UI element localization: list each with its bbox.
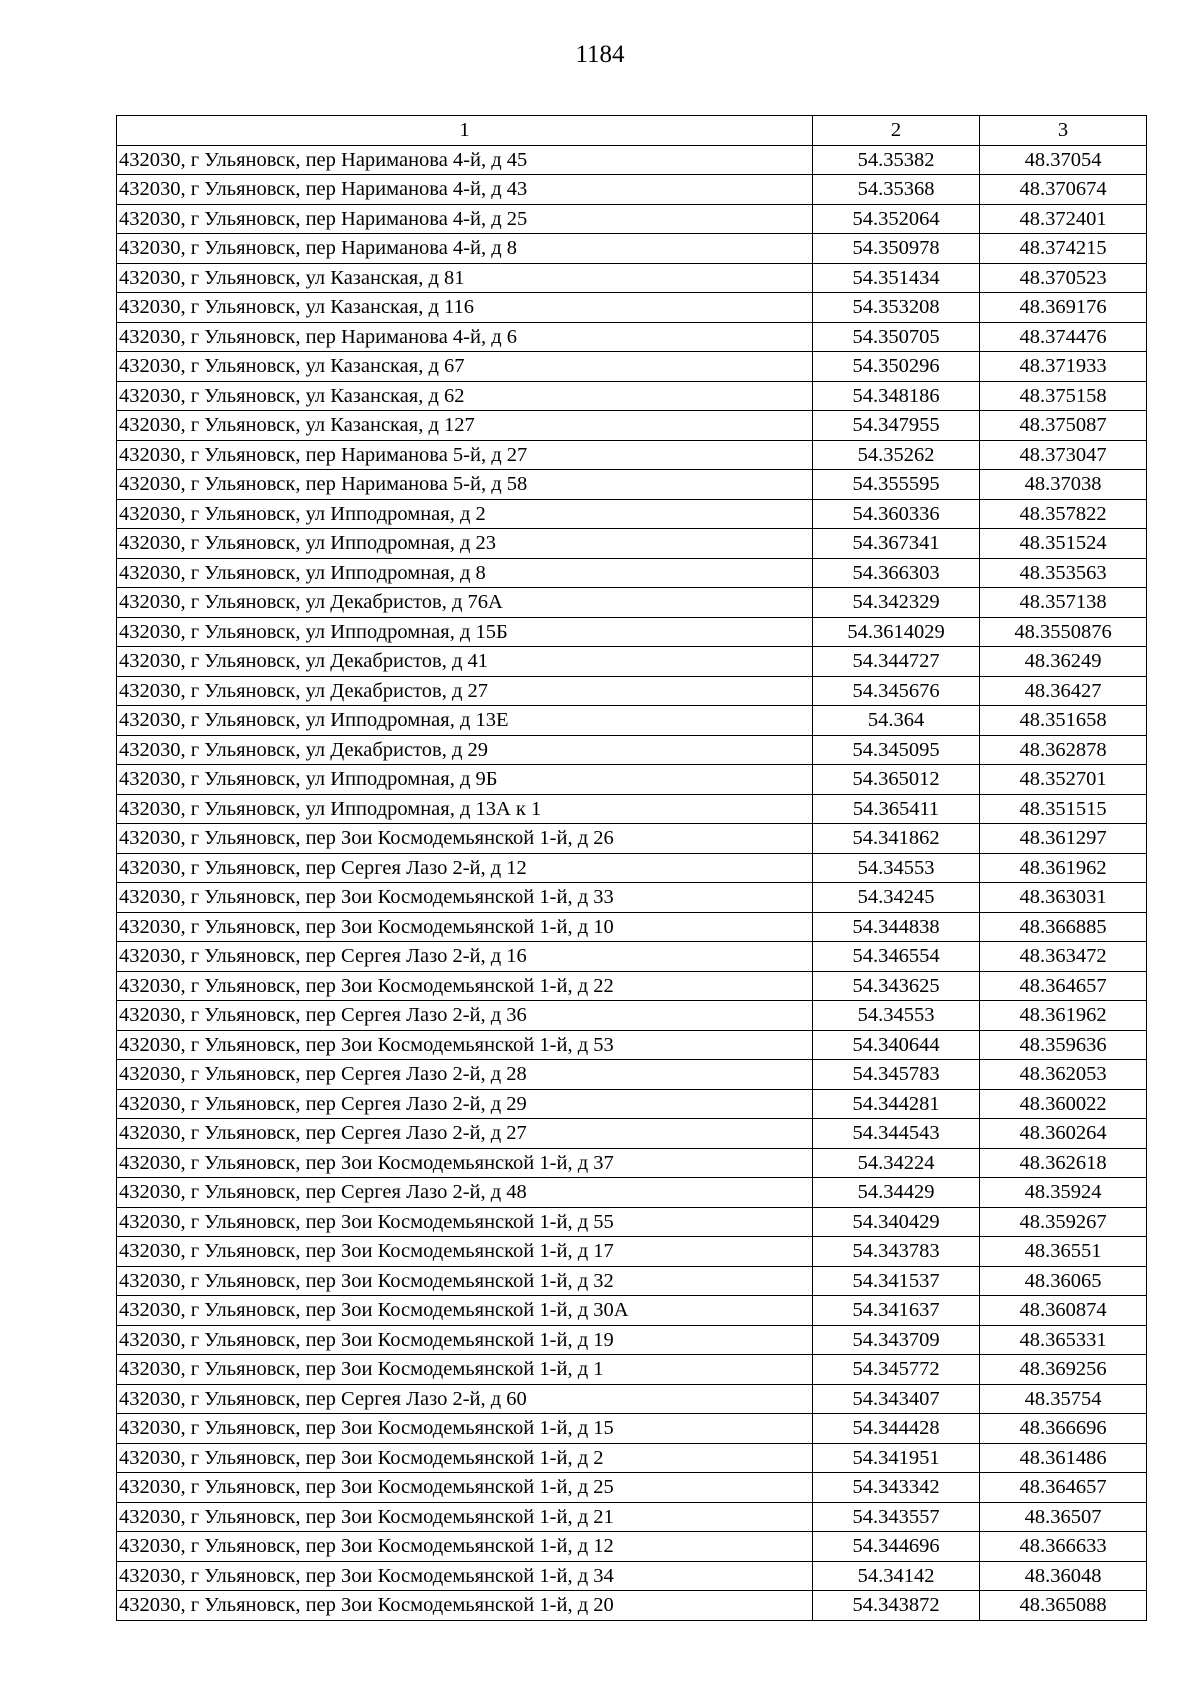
- longitude-cell: 48.3550876: [980, 617, 1147, 647]
- table-row: [117, 942, 1147, 972]
- table-row: [117, 470, 1147, 500]
- longitude-cell: 48.366885: [980, 912, 1147, 942]
- table-row: [117, 175, 1147, 205]
- longitude-cell: 48.375158: [980, 381, 1147, 411]
- latitude-cell: 54.366303: [813, 558, 980, 588]
- table-row: [117, 735, 1147, 765]
- latitude-cell: 54.345095: [813, 735, 980, 765]
- table-row: [117, 1414, 1147, 1444]
- address-cell: 432030, г Ульяновск, ул Ипподромная, д 13А к 1: [117, 794, 813, 824]
- latitude-cell: 54.344428: [813, 1414, 980, 1444]
- latitude-cell: 54.34245: [813, 883, 980, 913]
- latitude-cell: 54.341862: [813, 824, 980, 854]
- address-cell: 432030, г Ульяновск, ул Казанская, д 81: [117, 263, 813, 293]
- latitude-cell: 54.3614029: [813, 617, 980, 647]
- longitude-cell: 48.357138: [980, 588, 1147, 618]
- address-cell: 432030, г Ульяновск, пер Сергея Лазо 2-й, д 28: [117, 1060, 813, 1090]
- latitude-cell: 54.341537: [813, 1266, 980, 1296]
- latitude-cell: 54.360336: [813, 499, 980, 529]
- table-row: [117, 647, 1147, 677]
- address-cell: 432030, г Ульяновск, пер Зои Космодемьянской 1-й, д 19: [117, 1325, 813, 1355]
- address-cell: 432030, г Ульяновск, пер Зои Космодемьянской 1-й, д 1: [117, 1355, 813, 1385]
- longitude-cell: 48.362618: [980, 1148, 1147, 1178]
- longitude-cell: 48.351658: [980, 706, 1147, 736]
- longitude-cell: 48.375087: [980, 411, 1147, 441]
- latitude-cell: 54.35382: [813, 145, 980, 175]
- address-cell: 432030, г Ульяновск, пер Нариманова 4-й, д 25: [117, 204, 813, 234]
- latitude-cell: 54.350978: [813, 234, 980, 264]
- table-row: [117, 1237, 1147, 1267]
- address-cell: 432030, г Ульяновск, пер Сергея Лазо 2-й, д 12: [117, 853, 813, 883]
- table-row: [117, 352, 1147, 382]
- address-cell: 432030, г Ульяновск, пер Сергея Лазо 2-й, д 60: [117, 1384, 813, 1414]
- table-row: [117, 529, 1147, 559]
- table-row: [117, 1119, 1147, 1149]
- table-row: [117, 1001, 1147, 1031]
- address-cell: 432030, г Ульяновск, пер Зои Космодемьянской 1-й, д 17: [117, 1237, 813, 1267]
- longitude-cell: 48.373047: [980, 440, 1147, 470]
- latitude-cell: 54.34553: [813, 1001, 980, 1031]
- longitude-cell: 48.369176: [980, 293, 1147, 323]
- address-cell: 432030, г Ульяновск, пер Зои Космодемьянской 1-й, д 15: [117, 1414, 813, 1444]
- address-cell: 432030, г Ульяновск, пер Нариманова 4-й, д 45: [117, 145, 813, 175]
- table-row: [117, 411, 1147, 441]
- address-cell: 432030, г Ульяновск, пер Нариманова 5-й, д 27: [117, 440, 813, 470]
- latitude-cell: 54.350296: [813, 352, 980, 382]
- address-cell: 432030, г Ульяновск, ул Ипподромная, д 23: [117, 529, 813, 559]
- address-cell: 432030, г Ульяновск, пер Сергея Лазо 2-й, д 27: [117, 1119, 813, 1149]
- longitude-cell: 48.37054: [980, 145, 1147, 175]
- longitude-cell: 48.363031: [980, 883, 1147, 913]
- latitude-cell: 54.343407: [813, 1384, 980, 1414]
- table-row: [117, 1561, 1147, 1591]
- address-cell: 432030, г Ульяновск, ул Ипподромная, д 2: [117, 499, 813, 529]
- address-cell: 432030, г Ульяновск, ул Казанская, д 127: [117, 411, 813, 441]
- latitude-cell: 54.35368: [813, 175, 980, 205]
- address-cell: 432030, г Ульяновск, пер Зои Космодемьянской 1-й, д 10: [117, 912, 813, 942]
- longitude-cell: 48.35754: [980, 1384, 1147, 1414]
- latitude-cell: 54.343557: [813, 1502, 980, 1532]
- address-cell: 432030, г Ульяновск, пер Нариманова 4-й, д 43: [117, 175, 813, 205]
- latitude-cell: 54.340644: [813, 1030, 980, 1060]
- table-row: [117, 1148, 1147, 1178]
- address-cell: 432030, г Ульяновск, пер Зои Космодемьянской 1-й, д 26: [117, 824, 813, 854]
- longitude-cell: 48.361962: [980, 1001, 1147, 1031]
- latitude-cell: 54.364: [813, 706, 980, 736]
- address-coordinates-table: [116, 115, 1147, 1621]
- table-row: [117, 824, 1147, 854]
- table-row: [117, 912, 1147, 942]
- longitude-cell: 48.353563: [980, 558, 1147, 588]
- address-cell: 432030, г Ульяновск, ул Декабристов, д 27: [117, 676, 813, 706]
- longitude-cell: 48.365088: [980, 1591, 1147, 1621]
- latitude-cell: 54.34553: [813, 853, 980, 883]
- latitude-cell: 54.365012: [813, 765, 980, 795]
- longitude-cell: 48.351515: [980, 794, 1147, 824]
- table-row: [117, 263, 1147, 293]
- address-cell: 432030, г Ульяновск, ул Ипподромная, д 15Б: [117, 617, 813, 647]
- table-row: [117, 1325, 1147, 1355]
- table-row: [117, 971, 1147, 1001]
- latitude-cell: 54.343625: [813, 971, 980, 1001]
- table-body: [117, 145, 1147, 1620]
- address-cell: 432030, г Ульяновск, пер Зои Космодемьянской 1-й, д 2: [117, 1443, 813, 1473]
- address-cell: 432030, г Ульяновск, пер Нариманова 4-й, д 6: [117, 322, 813, 352]
- latitude-cell: 54.340429: [813, 1207, 980, 1237]
- latitude-cell: 54.355595: [813, 470, 980, 500]
- latitude-cell: 54.347955: [813, 411, 980, 441]
- longitude-cell: 48.361962: [980, 853, 1147, 883]
- longitude-cell: 48.363472: [980, 942, 1147, 972]
- longitude-cell: 48.36427: [980, 676, 1147, 706]
- latitude-cell: 54.343783: [813, 1237, 980, 1267]
- latitude-cell: 54.344696: [813, 1532, 980, 1562]
- table-row: [117, 1591, 1147, 1621]
- table-row: [117, 440, 1147, 470]
- longitude-cell: 48.364657: [980, 1473, 1147, 1503]
- table-row: [117, 588, 1147, 618]
- longitude-cell: 48.36551: [980, 1237, 1147, 1267]
- latitude-cell: 54.343709: [813, 1325, 980, 1355]
- latitude-cell: 54.352064: [813, 204, 980, 234]
- latitude-cell: 54.350705: [813, 322, 980, 352]
- latitude-cell: 54.344838: [813, 912, 980, 942]
- table-row: [117, 853, 1147, 883]
- latitude-cell: 54.35262: [813, 440, 980, 470]
- address-cell: 432030, г Ульяновск, пер Нариманова 5-й, д 58: [117, 470, 813, 500]
- table-row: [117, 883, 1147, 913]
- address-cell: 432030, г Ульяновск, ул Ипподромная, д 8: [117, 558, 813, 588]
- longitude-cell: 48.370523: [980, 263, 1147, 293]
- longitude-cell: 48.361297: [980, 824, 1147, 854]
- table-row: [117, 1384, 1147, 1414]
- table-row: [117, 1296, 1147, 1326]
- address-cell: 432030, г Ульяновск, ул Казанская, д 67: [117, 352, 813, 382]
- address-cell: 432030, г Ульяновск, пер Зои Космодемьянской 1-й, д 20: [117, 1591, 813, 1621]
- address-cell: 432030, г Ульяновск, ул Казанская, д 116: [117, 293, 813, 323]
- latitude-cell: 54.341637: [813, 1296, 980, 1326]
- column-header-2: 2: [813, 116, 980, 146]
- column-header-3: 3: [980, 116, 1147, 146]
- latitude-cell: 54.34142: [813, 1561, 980, 1591]
- longitude-cell: 48.361486: [980, 1443, 1147, 1473]
- address-cell: 432030, г Ульяновск, ул Декабристов, д 41: [117, 647, 813, 677]
- address-cell: 432030, г Ульяновск, пер Сергея Лазо 2-й, д 48: [117, 1178, 813, 1208]
- table-row: [117, 765, 1147, 795]
- table-row: [117, 1060, 1147, 1090]
- table-row: [117, 1502, 1147, 1532]
- longitude-cell: 48.374476: [980, 322, 1147, 352]
- latitude-cell: 54.342329: [813, 588, 980, 618]
- page-number: 1184: [575, 41, 625, 68]
- address-cell: 432030, г Ульяновск, ул Казанская, д 62: [117, 381, 813, 411]
- longitude-cell: 48.36065: [980, 1266, 1147, 1296]
- longitude-cell: 48.362053: [980, 1060, 1147, 1090]
- table-row: [117, 1089, 1147, 1119]
- address-cell: 432030, г Ульяновск, ул Декабристов, д 29: [117, 735, 813, 765]
- table-row: [117, 499, 1147, 529]
- address-cell: 432030, г Ульяновск, пер Зои Космодемьянской 1-й, д 30А: [117, 1296, 813, 1326]
- latitude-cell: 54.344727: [813, 647, 980, 677]
- latitude-cell: 54.345676: [813, 676, 980, 706]
- longitude-cell: 48.351524: [980, 529, 1147, 559]
- address-cell: 432030, г Ульяновск, пер Нариманова 4-й, д 8: [117, 234, 813, 264]
- address-cell: 432030, г Ульяновск, пер Зои Космодемьянской 1-й, д 12: [117, 1532, 813, 1562]
- address-cell: 432030, г Ульяновск, пер Зои Космодемьянской 1-й, д 33: [117, 883, 813, 913]
- latitude-cell: 54.344281: [813, 1089, 980, 1119]
- table-row: [117, 558, 1147, 588]
- latitude-cell: 54.346554: [813, 942, 980, 972]
- latitude-cell: 54.341951: [813, 1443, 980, 1473]
- longitude-cell: 48.362878: [980, 735, 1147, 765]
- table-row: [117, 617, 1147, 647]
- address-cell: 432030, г Ульяновск, ул Ипподромная, д 13Е: [117, 706, 813, 736]
- address-cell: 432030, г Ульяновск, пер Зои Космодемьянской 1-й, д 34: [117, 1561, 813, 1591]
- table-row: [117, 1030, 1147, 1060]
- latitude-cell: 54.343872: [813, 1591, 980, 1621]
- longitude-cell: 48.371933: [980, 352, 1147, 382]
- longitude-cell: 48.366696: [980, 1414, 1147, 1444]
- latitude-cell: 54.367341: [813, 529, 980, 559]
- address-cell: 432030, г Ульяновск, ул Декабристов, д 76А: [117, 588, 813, 618]
- table-header-row: [117, 116, 1147, 146]
- table-row: [117, 293, 1147, 323]
- latitude-cell: 54.34224: [813, 1148, 980, 1178]
- longitude-cell: 48.35924: [980, 1178, 1147, 1208]
- table-row: [117, 234, 1147, 264]
- address-cell: 432030, г Ульяновск, пер Сергея Лазо 2-й, д 36: [117, 1001, 813, 1031]
- longitude-cell: 48.359636: [980, 1030, 1147, 1060]
- table-row: [117, 1355, 1147, 1385]
- address-cell: 432030, г Ульяновск, пер Зои Космодемьянской 1-й, д 32: [117, 1266, 813, 1296]
- latitude-cell: 54.345772: [813, 1355, 980, 1385]
- longitude-cell: 48.369256: [980, 1355, 1147, 1385]
- table-row: [117, 1266, 1147, 1296]
- address-cell: 432030, г Ульяновск, пер Зои Космодемьянской 1-й, д 21: [117, 1502, 813, 1532]
- longitude-cell: 48.360022: [980, 1089, 1147, 1119]
- longitude-cell: 48.357822: [980, 499, 1147, 529]
- latitude-cell: 54.353208: [813, 293, 980, 323]
- table-row: [117, 794, 1147, 824]
- latitude-cell: 54.344543: [813, 1119, 980, 1149]
- table-row: [117, 1207, 1147, 1237]
- table-row: [117, 706, 1147, 736]
- longitude-cell: 48.360874: [980, 1296, 1147, 1326]
- table-row: [117, 1443, 1147, 1473]
- longitude-cell: 48.364657: [980, 971, 1147, 1001]
- table-row: [117, 676, 1147, 706]
- latitude-cell: 54.34429: [813, 1178, 980, 1208]
- longitude-cell: 48.36507: [980, 1502, 1147, 1532]
- latitude-cell: 54.343342: [813, 1473, 980, 1503]
- address-cell: 432030, г Ульяновск, пер Зои Космодемьянской 1-й, д 55: [117, 1207, 813, 1237]
- longitude-cell: 48.374215: [980, 234, 1147, 264]
- address-cell: 432030, г Ульяновск, пер Сергея Лазо 2-й, д 29: [117, 1089, 813, 1119]
- address-cell: 432030, г Ульяновск, пер Сергея Лазо 2-й, д 16: [117, 942, 813, 972]
- longitude-cell: 48.366633: [980, 1532, 1147, 1562]
- address-cell: 432030, г Ульяновск, пер Зои Космодемьянской 1-й, д 25: [117, 1473, 813, 1503]
- address-cell: 432030, г Ульяновск, пер Зои Космодемьянской 1-й, д 22: [117, 971, 813, 1001]
- longitude-cell: 48.36048: [980, 1561, 1147, 1591]
- table-row: [117, 1532, 1147, 1562]
- table-row: [117, 381, 1147, 411]
- latitude-cell: 54.345783: [813, 1060, 980, 1090]
- latitude-cell: 54.365411: [813, 794, 980, 824]
- longitude-cell: 48.36249: [980, 647, 1147, 677]
- table-row: [117, 204, 1147, 234]
- longitude-cell: 48.365331: [980, 1325, 1147, 1355]
- latitude-cell: 54.351434: [813, 263, 980, 293]
- column-header-1: 1: [117, 116, 813, 146]
- longitude-cell: 48.352701: [980, 765, 1147, 795]
- longitude-cell: 48.370674: [980, 175, 1147, 205]
- address-cell: 432030, г Ульяновск, пер Зои Космодемьянской 1-й, д 37: [117, 1148, 813, 1178]
- table-row: [117, 145, 1147, 175]
- table-row: [117, 1178, 1147, 1208]
- longitude-cell: 48.372401: [980, 204, 1147, 234]
- longitude-cell: 48.360264: [980, 1119, 1147, 1149]
- table-row: [117, 322, 1147, 352]
- longitude-cell: 48.37038: [980, 470, 1147, 500]
- latitude-cell: 54.348186: [813, 381, 980, 411]
- address-cell: 432030, г Ульяновск, пер Зои Космодемьянской 1-й, д 53: [117, 1030, 813, 1060]
- longitude-cell: 48.359267: [980, 1207, 1147, 1237]
- table-row: [117, 1473, 1147, 1503]
- address-cell: 432030, г Ульяновск, ул Ипподромная, д 9Б: [117, 765, 813, 795]
